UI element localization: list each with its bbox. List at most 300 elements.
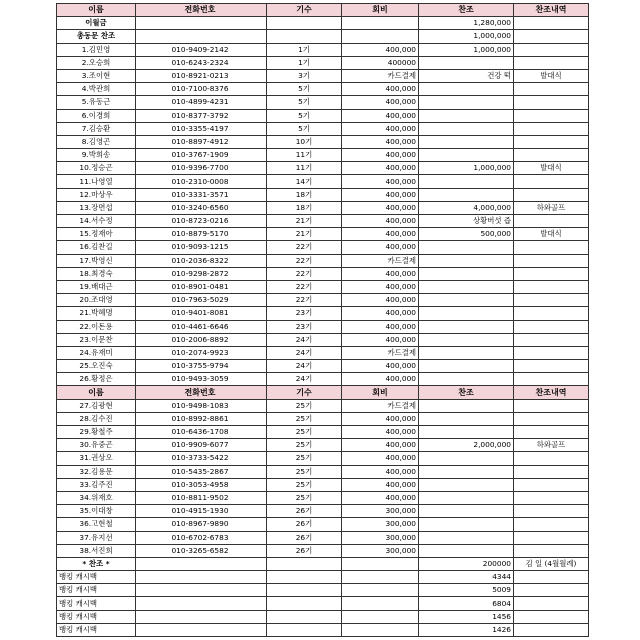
- header-row-2-cell-1[interactable]: 전화번호: [136, 386, 267, 399]
- member-row-cell-0[interactable]: 32.김용문: [57, 465, 136, 478]
- bank-row-cell-0[interactable]: 뱅킹 캐시백: [57, 584, 136, 597]
- member-row-cell-4[interactable]: 4,000,000: [419, 201, 514, 214]
- summary-row-cell-4[interactable]: 1,280,000: [419, 17, 514, 30]
- bank-row-cell-2[interactable]: [267, 571, 342, 584]
- member-row-cell-0[interactable]: 17.박영신: [57, 254, 136, 267]
- member-row: [57, 280, 589, 293]
- member-row-cell-2[interactable]: 24기: [267, 346, 342, 359]
- member-row-cell-3[interactable]: 400,000: [342, 122, 419, 135]
- member-row-cell-3[interactable]: 400,000: [342, 491, 419, 504]
- member-row-cell-2[interactable]: 26기: [267, 531, 342, 544]
- member-row-cell-1[interactable]: 010-3265-6582: [136, 544, 267, 557]
- member-row-cell-1[interactable]: 010-6243-2324: [136, 56, 267, 69]
- member-row-cell-4[interactable]: [419, 373, 514, 386]
- member-row-cell-2[interactable]: 25기: [267, 452, 342, 465]
- bank-row-cell-2[interactable]: [267, 623, 342, 636]
- member-row-cell-5[interactable]: [514, 320, 589, 333]
- member-row-cell-3[interactable]: 400,000: [342, 412, 419, 425]
- member-row-cell-1[interactable]: 010-9401-8081: [136, 307, 267, 320]
- bank-row-cell-3[interactable]: [342, 597, 419, 610]
- member-row-cell-3[interactable]: 카드결제: [342, 254, 419, 267]
- member-row-cell-0[interactable]: 23.이문찬: [57, 333, 136, 346]
- member-row-cell-5[interactable]: [514, 452, 589, 465]
- summary-row-cell-2[interactable]: [267, 17, 342, 30]
- member-row-cell-2[interactable]: 23기: [267, 307, 342, 320]
- member-row-cell-1[interactable]: 010-7963-5029: [136, 294, 267, 307]
- member-row-cell-0[interactable]: 38.서진희: [57, 544, 136, 557]
- sponsor-row-cell-5[interactable]: 김 일 (4월월례): [514, 557, 589, 570]
- member-row-cell-3[interactable]: 400,000: [342, 320, 419, 333]
- bank-row-cell-4[interactable]: 4344: [419, 571, 514, 584]
- header-row-cell-3[interactable]: 회비: [342, 4, 419, 17]
- member-row-cell-5[interactable]: [514, 56, 589, 69]
- bank-row: [57, 610, 589, 623]
- member-row-cell-3[interactable]: 400,000: [342, 215, 419, 228]
- member-row-cell-5[interactable]: [514, 491, 589, 504]
- member-row-cell-0[interactable]: 10.정승곤: [57, 162, 136, 175]
- member-row-cell-2[interactable]: 23기: [267, 320, 342, 333]
- member-row-cell-4[interactable]: [419, 56, 514, 69]
- member-row-cell-2[interactable]: 14기: [267, 175, 342, 188]
- member-row-cell-4[interactable]: [419, 412, 514, 425]
- member-row-cell-5[interactable]: [514, 96, 589, 109]
- member-row-cell-4[interactable]: [419, 320, 514, 333]
- member-row-cell-0[interactable]: 27.김광현: [57, 399, 136, 412]
- bank-row-cell-1[interactable]: [136, 597, 267, 610]
- member-row-cell-0[interactable]: 1.김민영: [57, 43, 136, 56]
- member-row: [57, 465, 589, 478]
- summary-row-cell-1[interactable]: [136, 17, 267, 30]
- member-row-cell-2[interactable]: 11기: [267, 162, 342, 175]
- member-row-cell-2[interactable]: 25기: [267, 412, 342, 425]
- member-row-cell-4[interactable]: [419, 491, 514, 504]
- member-row-cell-1[interactable]: 010-3755-9794: [136, 360, 267, 373]
- member-row-cell-1[interactable]: 010-8811-9502: [136, 491, 267, 504]
- member-row-cell-5[interactable]: [514, 267, 589, 280]
- summary-row-cell-2[interactable]: [267, 30, 342, 43]
- member-row-cell-3[interactable]: 400,000: [342, 280, 419, 293]
- bank-row-cell-3[interactable]: [342, 584, 419, 597]
- summary-row: [57, 17, 589, 30]
- member-row-cell-2[interactable]: 25기: [267, 465, 342, 478]
- member-row-cell-1[interactable]: 010-6702-6783: [136, 531, 267, 544]
- member-row-cell-0[interactable]: 31.권상오: [57, 452, 136, 465]
- member-row-cell-3[interactable]: 카드결제: [342, 346, 419, 359]
- member-row-cell-5[interactable]: 발대식: [514, 162, 589, 175]
- member-row-cell-4[interactable]: 상황버섯 즙: [419, 215, 514, 228]
- member-row-cell-2[interactable]: 5기: [267, 122, 342, 135]
- member-row-cell-2[interactable]: 24기: [267, 360, 342, 373]
- member-row-cell-5[interactable]: [514, 43, 589, 56]
- member-row-cell-4[interactable]: [419, 465, 514, 478]
- member-row-cell-5[interactable]: [514, 149, 589, 162]
- member-row-cell-3[interactable]: 400,000: [342, 294, 419, 307]
- member-row-cell-4[interactable]: [419, 544, 514, 557]
- member-row-cell-1[interactable]: 010-2310-0008: [136, 175, 267, 188]
- member-row-cell-0[interactable]: 16.김찬길: [57, 241, 136, 254]
- member-row-cell-0[interactable]: 36.고현철: [57, 518, 136, 531]
- member-row-cell-0[interactable]: 24.유재미: [57, 346, 136, 359]
- member-row-cell-1[interactable]: 010-2036-8322: [136, 254, 267, 267]
- member-row-cell-4[interactable]: [419, 531, 514, 544]
- member-row-cell-4[interactable]: [419, 280, 514, 293]
- member-row-cell-4[interactable]: [419, 399, 514, 412]
- member-row-cell-4[interactable]: [419, 518, 514, 531]
- member-row-cell-2[interactable]: 26기: [267, 505, 342, 518]
- member-row-cell-3[interactable]: 400,000: [342, 478, 419, 491]
- member-row-cell-2[interactable]: 5기: [267, 83, 342, 96]
- member-row-cell-3[interactable]: 400,000: [342, 175, 419, 188]
- member-row: [57, 360, 589, 373]
- sponsor-row-cell-2[interactable]: [267, 557, 342, 570]
- member-row-cell-3[interactable]: 400,000: [342, 162, 419, 175]
- member-row-cell-1[interactable]: 010-8377-3792: [136, 109, 267, 122]
- member-row-cell-0[interactable]: 7.김승환: [57, 122, 136, 135]
- member-row-cell-4[interactable]: [419, 294, 514, 307]
- member-row-cell-2[interactable]: 22기: [267, 280, 342, 293]
- member-row-cell-1[interactable]: 010-3053-4958: [136, 478, 267, 491]
- header-row-2-cell-4[interactable]: 찬조: [419, 386, 514, 399]
- member-row-cell-5[interactable]: [514, 412, 589, 425]
- member-row-cell-4[interactable]: 1,000,000: [419, 162, 514, 175]
- member-row: [57, 149, 589, 162]
- header-row-cell-4[interactable]: 찬조: [419, 4, 514, 17]
- member-row-cell-5[interactable]: [514, 531, 589, 544]
- member-row-cell-3[interactable]: 400,000: [342, 201, 419, 214]
- member-row-cell-4[interactable]: 1,000,000: [419, 43, 514, 56]
- bank-row-cell-4[interactable]: 1456: [419, 610, 514, 623]
- member-row-cell-4[interactable]: [419, 452, 514, 465]
- member-row-cell-3[interactable]: 400,000: [342, 360, 419, 373]
- member-row-cell-3[interactable]: 400,000: [342, 373, 419, 386]
- member-row-cell-1[interactable]: 010-3240-6560: [136, 201, 267, 214]
- member-row-cell-2[interactable]: 21기: [267, 215, 342, 228]
- member-row-cell-0[interactable]: 6.이경희: [57, 109, 136, 122]
- bank-row-cell-4[interactable]: 6804: [419, 597, 514, 610]
- member-row-cell-5[interactable]: [514, 544, 589, 557]
- member-row-cell-2[interactable]: 10기: [267, 135, 342, 148]
- member-row-cell-2[interactable]: 1기: [267, 56, 342, 69]
- member-row-cell-3[interactable]: 카드결제: [342, 69, 419, 82]
- member-row-cell-3[interactable]: 400,000: [342, 149, 419, 162]
- member-row-cell-5[interactable]: 발대식: [514, 69, 589, 82]
- member-row-cell-3[interactable]: 400,000: [342, 426, 419, 439]
- member-row-cell-1[interactable]: 010-9093-1215: [136, 241, 267, 254]
- summary-row-cell-3[interactable]: [342, 17, 419, 30]
- member-row-cell-2[interactable]: 25기: [267, 439, 342, 452]
- bank-row-cell-0[interactable]: 뱅킹 캐시백: [57, 571, 136, 584]
- member-row-cell-5[interactable]: [514, 373, 589, 386]
- member-row-cell-0[interactable]: 35.이대창: [57, 505, 136, 518]
- member-row-cell-5[interactable]: [514, 175, 589, 188]
- member-row-cell-3[interactable]: 400,000: [342, 439, 419, 452]
- member-row-cell-4[interactable]: [419, 135, 514, 148]
- member-row-cell-3[interactable]: 400,000: [342, 333, 419, 346]
- member-row-cell-4[interactable]: [419, 505, 514, 518]
- member-row-cell-1[interactable]: 010-4915-1930: [136, 505, 267, 518]
- member-row-cell-4[interactable]: 건강 떡: [419, 69, 514, 82]
- member-row-cell-5[interactable]: [514, 465, 589, 478]
- member-row-cell-1[interactable]: 010-5435-2867: [136, 465, 267, 478]
- member-row-cell-5[interactable]: 하와골프: [514, 439, 589, 452]
- bank-row-cell-5[interactable]: [514, 584, 589, 597]
- member-row-cell-2[interactable]: 5기: [267, 109, 342, 122]
- member-row-cell-0[interactable]: 11.나영열: [57, 175, 136, 188]
- member-row-cell-1[interactable]: 010-8967-9890: [136, 518, 267, 531]
- member-row-cell-3[interactable]: 300,000: [342, 544, 419, 557]
- header-row-cell-5[interactable]: 찬조내역: [514, 4, 589, 17]
- member-row-cell-4[interactable]: [419, 241, 514, 254]
- member-row-cell-5[interactable]: [514, 254, 589, 267]
- member-row-cell-4[interactable]: 2,000,000: [419, 439, 514, 452]
- member-row-cell-3[interactable]: 400,000: [342, 241, 419, 254]
- member-row-cell-1[interactable]: 010-9909-6077: [136, 439, 267, 452]
- bank-row-cell-5[interactable]: [514, 610, 589, 623]
- member-row-cell-2[interactable]: 11기: [267, 149, 342, 162]
- member-row-cell-2[interactable]: 3기: [267, 69, 342, 82]
- bank-row-cell-1[interactable]: [136, 571, 267, 584]
- member-row-cell-1[interactable]: 010-9409-2142: [136, 43, 267, 56]
- member-row-cell-1[interactable]: 010-3733-5422: [136, 452, 267, 465]
- bank-row-cell-1[interactable]: [136, 584, 267, 597]
- member-row-cell-5[interactable]: [514, 280, 589, 293]
- sponsor-row-cell-0[interactable]: * 찬조 *: [57, 557, 136, 570]
- member-row-cell-5[interactable]: [514, 360, 589, 373]
- member-row-cell-3[interactable]: 400,000: [342, 188, 419, 201]
- member-row-cell-2[interactable]: 26기: [267, 518, 342, 531]
- member-row-cell-4[interactable]: [419, 267, 514, 280]
- bank-row-cell-1[interactable]: [136, 623, 267, 636]
- member-row-cell-5[interactable]: [514, 215, 589, 228]
- member-row-cell-1[interactable]: 010-8879-5170: [136, 228, 267, 241]
- member-row-cell-0[interactable]: 12.마상우: [57, 188, 136, 201]
- member-row-cell-4[interactable]: [419, 122, 514, 135]
- member-row-cell-1[interactable]: 010-8723-0216: [136, 215, 267, 228]
- member-row-cell-0[interactable]: 3.조이현: [57, 69, 136, 82]
- member-row-cell-1[interactable]: 010-2006-8892: [136, 333, 267, 346]
- header-row-cell-0[interactable]: 이름: [57, 4, 136, 17]
- bank-row-cell-3[interactable]: [342, 571, 419, 584]
- member-row-cell-2[interactable]: 18기: [267, 201, 342, 214]
- member-row-cell-0[interactable]: 25.오진숙: [57, 360, 136, 373]
- member-row-cell-3[interactable]: 400,000: [342, 43, 419, 56]
- member-row-cell-4[interactable]: [419, 426, 514, 439]
- header-row-cell-2[interactable]: 기수: [267, 4, 342, 17]
- member-row-cell-5[interactable]: [514, 188, 589, 201]
- member-row-cell-4[interactable]: [419, 360, 514, 373]
- member-row-cell-0[interactable]: 2.오승희: [57, 56, 136, 69]
- bank-row-cell-2[interactable]: [267, 597, 342, 610]
- member-row-cell-3[interactable]: 400000: [342, 56, 419, 69]
- member-row-cell-0[interactable]: 8.김영곤: [57, 135, 136, 148]
- member-row-cell-5[interactable]: [514, 83, 589, 96]
- bank-row-cell-4[interactable]: 5009: [419, 584, 514, 597]
- sponsor-row-cell-4[interactable]: 200000: [419, 557, 514, 570]
- member-row: [57, 43, 589, 56]
- member-row-cell-2[interactable]: 26기: [267, 544, 342, 557]
- member-row-cell-2[interactable]: 24기: [267, 373, 342, 386]
- summary-row-cell-5[interactable]: [514, 30, 589, 43]
- member-row-cell-3[interactable]: 400,000: [342, 465, 419, 478]
- member-row-cell-0[interactable]: 22.이돈용: [57, 320, 136, 333]
- member-row-cell-1[interactable]: 010-3331-3571: [136, 188, 267, 201]
- member-row-cell-5[interactable]: [514, 505, 589, 518]
- bank-row-cell-2[interactable]: [267, 610, 342, 623]
- member-row-cell-1[interactable]: 010-8992-8861: [136, 412, 267, 425]
- member-row-cell-3[interactable]: 카드결제: [342, 399, 419, 412]
- summary-row-cell-4[interactable]: 1,000,000: [419, 30, 514, 43]
- member-row-cell-0[interactable]: 5.유동근: [57, 96, 136, 109]
- member-row-cell-4[interactable]: [419, 254, 514, 267]
- member-row-cell-0[interactable]: 13.장면섭: [57, 201, 136, 214]
- member-row-cell-3[interactable]: 400,000: [342, 135, 419, 148]
- member-row-cell-4[interactable]: [419, 175, 514, 188]
- member-row-cell-0[interactable]: 15.정재아: [57, 228, 136, 241]
- member-row-cell-3[interactable]: 300,000: [342, 531, 419, 544]
- member-row-cell-5[interactable]: 발대식: [514, 228, 589, 241]
- member-row-cell-5[interactable]: [514, 241, 589, 254]
- member-row-cell-1[interactable]: 010-8897-4912: [136, 135, 267, 148]
- header-row-2-cell-5[interactable]: 찬조내역: [514, 386, 589, 399]
- member-row-cell-0[interactable]: 37.유지선: [57, 531, 136, 544]
- header-row-2-cell-0[interactable]: 이름: [57, 386, 136, 399]
- member-row-cell-1[interactable]: 010-3767-1909: [136, 149, 267, 162]
- member-row-cell-1[interactable]: 010-9493-3059: [136, 373, 267, 386]
- member-row-cell-4[interactable]: [419, 478, 514, 491]
- summary-row-cell-5[interactable]: [514, 17, 589, 30]
- bank-row-cell-3[interactable]: [342, 623, 419, 636]
- member-row-cell-4[interactable]: [419, 333, 514, 346]
- member-row: [57, 162, 589, 175]
- member-row-cell-0[interactable]: 26.황정은: [57, 373, 136, 386]
- member-row: [57, 175, 589, 188]
- bank-row-cell-4[interactable]: 1426: [419, 623, 514, 636]
- member-row-cell-5[interactable]: 하와골프: [514, 201, 589, 214]
- summary-row-cell-0[interactable]: 이월금: [57, 17, 136, 30]
- member-row-cell-2[interactable]: 24기: [267, 333, 342, 346]
- summary-row-cell-3[interactable]: [342, 30, 419, 43]
- summary-row-cell-0[interactable]: 총동문 찬조: [57, 30, 136, 43]
- member-row-cell-0[interactable]: 34.위재호: [57, 491, 136, 504]
- member-row-cell-3[interactable]: 400,000: [342, 228, 419, 241]
- member-row-cell-2[interactable]: 25기: [267, 491, 342, 504]
- member-row-cell-0[interactable]: 18.최경숙: [57, 267, 136, 280]
- bank-row-cell-0[interactable]: 뱅킹 캐시백: [57, 597, 136, 610]
- member-row-cell-2[interactable]: 18기: [267, 188, 342, 201]
- member-row-cell-5[interactable]: [514, 478, 589, 491]
- member-row-cell-0[interactable]: 29.황철주: [57, 426, 136, 439]
- member-row-cell-5[interactable]: [514, 399, 589, 412]
- member-row-cell-0[interactable]: 19.배대근: [57, 280, 136, 293]
- member-row-cell-3[interactable]: 400,000: [342, 83, 419, 96]
- bank-row: [57, 571, 589, 584]
- bank-row-cell-3[interactable]: [342, 610, 419, 623]
- member-row-cell-0[interactable]: 28.김수진: [57, 412, 136, 425]
- sponsor-row-cell-1[interactable]: [136, 557, 267, 570]
- member-row-cell-1[interactable]: 010-4461-6646: [136, 320, 267, 333]
- member-row-cell-1[interactable]: 010-8921-0213: [136, 69, 267, 82]
- member-row-cell-5[interactable]: [514, 346, 589, 359]
- member-row: [57, 201, 589, 214]
- member-row-cell-1[interactable]: 010-7100-8376: [136, 83, 267, 96]
- member-row-cell-5[interactable]: [514, 122, 589, 135]
- member-row-cell-1[interactable]: 010-9298-2872: [136, 267, 267, 280]
- bank-row-cell-0[interactable]: 뱅킹 캐시백: [57, 623, 136, 636]
- bank-row-cell-0[interactable]: 뱅킹 캐시백: [57, 610, 136, 623]
- member-row-cell-3[interactable]: 400,000: [342, 267, 419, 280]
- member-row-cell-1[interactable]: 010-3355-4197: [136, 122, 267, 135]
- member-row-cell-4[interactable]: [419, 109, 514, 122]
- member-row-cell-1[interactable]: 010-2074-9923: [136, 346, 267, 359]
- member-row-cell-0[interactable]: 9.박희송: [57, 149, 136, 162]
- member-row-cell-4[interactable]: [419, 149, 514, 162]
- member-row-cell-2[interactable]: 21기: [267, 228, 342, 241]
- member-row-cell-2[interactable]: 22기: [267, 254, 342, 267]
- member-row-cell-2[interactable]: 25기: [267, 399, 342, 412]
- member-row-cell-1[interactable]: 010-6436-1708: [136, 426, 267, 439]
- summary-row-cell-1[interactable]: [136, 30, 267, 43]
- member-row-cell-5[interactable]: [514, 333, 589, 346]
- member-row-cell-3[interactable]: 300,000: [342, 505, 419, 518]
- member-row-cell-2[interactable]: 22기: [267, 294, 342, 307]
- member-row-cell-5[interactable]: [514, 109, 589, 122]
- member-row-cell-4[interactable]: [419, 346, 514, 359]
- member-row-cell-2[interactable]: 22기: [267, 241, 342, 254]
- member-row-cell-5[interactable]: [514, 135, 589, 148]
- bank-row-cell-5[interactable]: [514, 597, 589, 610]
- sponsor-row: [57, 557, 589, 570]
- member-row-cell-2[interactable]: 25기: [267, 478, 342, 491]
- member-row-cell-4[interactable]: [419, 96, 514, 109]
- member-row-cell-3[interactable]: 300,000: [342, 518, 419, 531]
- bank-row-cell-5[interactable]: [514, 623, 589, 636]
- member-row-cell-2[interactable]: 5기: [267, 96, 342, 109]
- member-row-cell-5[interactable]: [514, 426, 589, 439]
- member-row-cell-3[interactable]: 400,000: [342, 96, 419, 109]
- member-row-cell-0[interactable]: 14.서수정: [57, 215, 136, 228]
- bank-row-cell-5[interactable]: [514, 571, 589, 584]
- member-row-cell-4[interactable]: [419, 307, 514, 320]
- bank-row-cell-1[interactable]: [136, 610, 267, 623]
- header-row-cell-1[interactable]: 전화번호: [136, 4, 267, 17]
- member-row-cell-0[interactable]: 30.유중곤: [57, 439, 136, 452]
- member-row-cell-5[interactable]: [514, 294, 589, 307]
- member-row-cell-3[interactable]: 400,000: [342, 452, 419, 465]
- bank-row-cell-2[interactable]: [267, 584, 342, 597]
- member-row-cell-5[interactable]: [514, 307, 589, 320]
- member-row-cell-0[interactable]: 4.박관희: [57, 83, 136, 96]
- member-row-cell-4[interactable]: [419, 188, 514, 201]
- member-row-cell-0[interactable]: 33.김주진: [57, 478, 136, 491]
- member-row-cell-2[interactable]: 25기: [267, 426, 342, 439]
- member-row-cell-0[interactable]: 21.박혜명: [57, 307, 136, 320]
- member-row-cell-3[interactable]: 400,000: [342, 307, 419, 320]
- header-row-2-cell-2[interactable]: 기수: [267, 386, 342, 399]
- member-row-cell-2[interactable]: 1기: [267, 43, 342, 56]
- header-row-2-cell-3[interactable]: 회비: [342, 386, 419, 399]
- member-row-cell-1[interactable]: 010-9498-1083: [136, 399, 267, 412]
- member-row-cell-4[interactable]: 500,000: [419, 228, 514, 241]
- member-row-cell-2[interactable]: 22기: [267, 267, 342, 280]
- member-row-cell-4[interactable]: [419, 83, 514, 96]
- member-row-cell-1[interactable]: 010-4899-4231: [136, 96, 267, 109]
- member-row-cell-5[interactable]: [514, 518, 589, 531]
- member-row-cell-1[interactable]: 010-8901-0481: [136, 280, 267, 293]
- member-row-cell-3[interactable]: 400,000: [342, 109, 419, 122]
- sponsor-row-cell-3[interactable]: [342, 557, 419, 570]
- member-row-cell-0[interactable]: 20.조대영: [57, 294, 136, 307]
- member-row-cell-1[interactable]: 010-9396-7700: [136, 162, 267, 175]
